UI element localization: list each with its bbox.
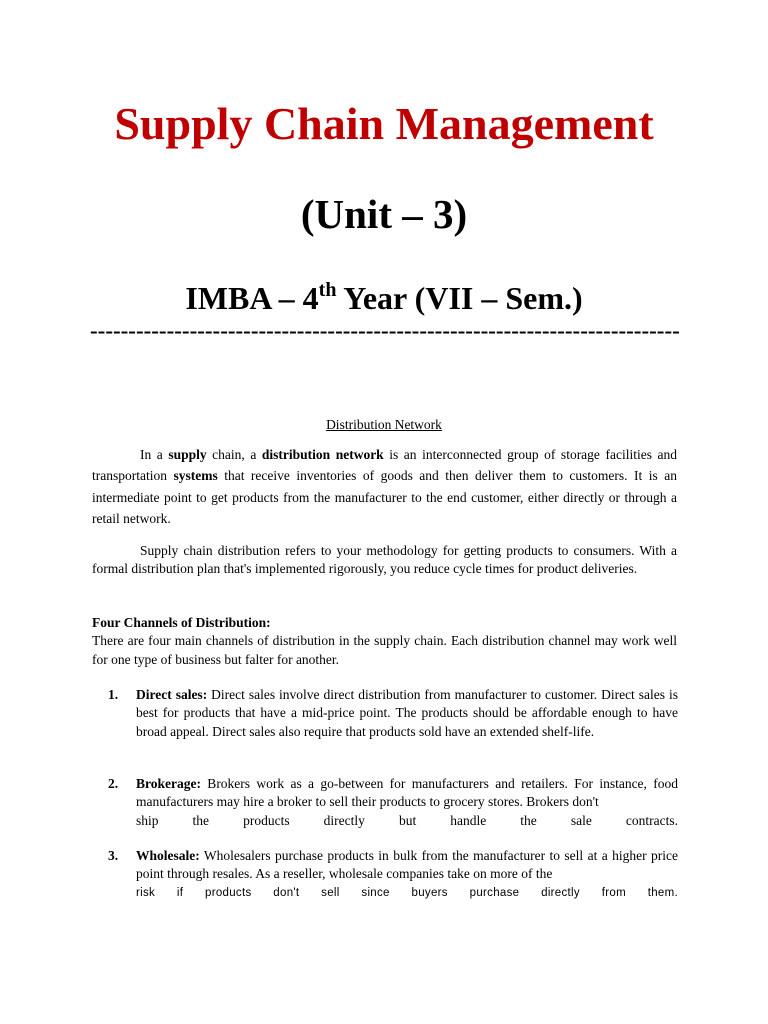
unit-heading: (Unit – 3) xyxy=(300,191,468,237)
list-item-body xyxy=(136,686,678,741)
list-item-text: Direct sales involve direct distribution from manufacturer to customer. Direct sales is best for products that have a mid-price point. The products should be affordable enough to have broad appeal. Direct sales also require that products sold have an extended shelf-life. xyxy=(136,687,678,739)
year-superscript: th xyxy=(318,279,337,301)
supply-chain-distribution-paragraph: Supply chain distribution refers to your methodology for getting products to consumers. With a formal distribution plan that's implemented rigorously, you reduce cycle times for product deliveries. xyxy=(92,543,677,577)
list-item-number: 3. xyxy=(108,848,119,863)
para1-run: chain, a xyxy=(206,447,262,462)
list-item-lead: Brokerage: xyxy=(136,776,201,791)
para1-run: In a xyxy=(140,447,169,462)
list-item-body xyxy=(136,847,678,902)
list-item-lead: Direct sales: xyxy=(136,687,208,702)
year-suffix: Year (VII – Sem.) xyxy=(336,280,583,316)
section-heading: Distribution Network xyxy=(326,417,442,432)
para1-run: that receive inventories of goods and then deliver them to customers. It is an intermediate point to get products from the manufacturer to the end customer, either directly or through a retail network. xyxy=(92,468,677,526)
year-prefix: IMBA – 4 xyxy=(185,280,319,316)
para1-run-bold: supply xyxy=(168,447,207,462)
list-item-last-line: risk if products don't sell since buyers purchase directly from them. xyxy=(136,886,678,899)
document-title: Supply Chain Management xyxy=(114,98,654,149)
para1-run: is an interconnected group of storage facilities and transportation xyxy=(92,447,677,484)
list-item-body xyxy=(136,775,678,830)
list-item-lead: Wholesale: xyxy=(136,848,200,863)
para1-run-bold: distribution network xyxy=(261,447,384,462)
para1-run-bold: systems xyxy=(173,468,218,484)
channels-intro: There are four main channels of distribution in the supply chain. Each distribution channel may work well for one type of business but falter for another. xyxy=(92,633,677,667)
distribution-network-paragraph xyxy=(92,444,677,529)
channels-heading: Four Channels of Distribution: xyxy=(92,615,271,630)
list-item-text: Wholesalers purchase products in bulk from the manufacturer to sell at a higher price point through resales. As a reseller, wholesale companies take on more of the xyxy=(136,848,678,882)
list-item-last-line: ship the products directly but handle the sale contracts. xyxy=(136,812,678,828)
list-item-number: 2. xyxy=(108,776,119,791)
year-heading xyxy=(0,276,768,320)
list-item-text: Brokers work as a go-between for manufacturers and retailers. For instance, food manufacturers may hire a broker to sell their products to grocery stores. Brokers don't xyxy=(136,776,678,810)
dashed-divider: ----------------------------------------------------------------------------- xyxy=(90,318,680,343)
list-item-number: 1. xyxy=(108,687,119,702)
